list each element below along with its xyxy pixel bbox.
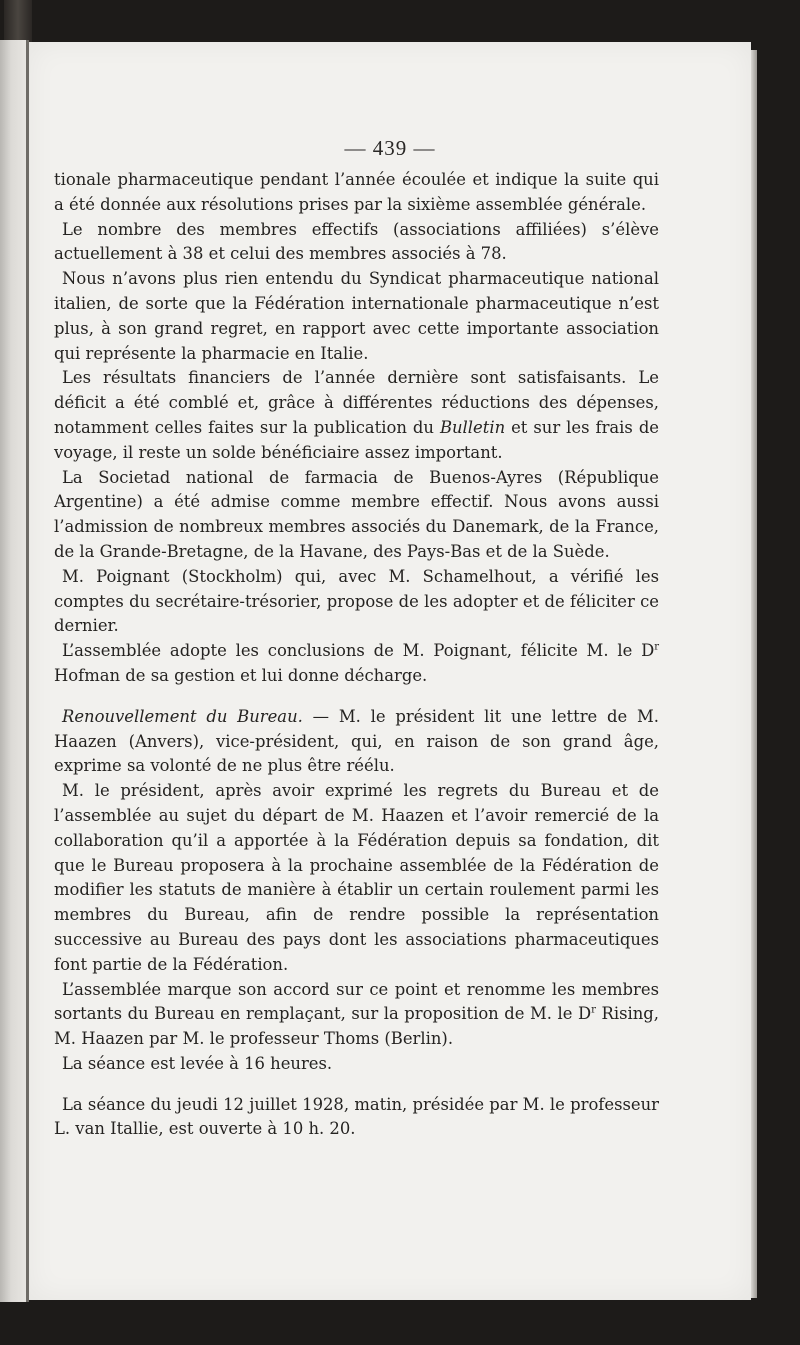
paragraph-assembly-agreement: [54, 978, 659, 1052]
paragraph-italian-syndicate: Nous n’avons plus rien entendu du Syndicat pharmaceutique national italien, de sorte que la Fédération internationale pharmaceutique n’est plus, à son grand regret, en rapport avec cette importante association qui représente la pharmacie en Italie.: [54, 269, 659, 363]
paragraph-assembly-adopts: [54, 639, 659, 689]
adopts-text-start: L’assemblée adopte les conclusions de M. Poignant, félicite M. le D: [62, 641, 655, 661]
bureau-renewal-text: — M. le président lit une lettre de M. Haazen (Anvers), vice-président, qui, en raison de son grand âge, exprime sa volonté de ne plus être réélu.: [54, 706, 660, 776]
adopts-text-end: Hofman de sa gestion et lui donne décharge.: [54, 665, 428, 685]
financial-text-start: Les résultats financiers de l’année dernière sont satisfaisants. Le déficit a été comblé et, grâce à différentes réductions des dépenses, notamment celles faites sur la publication du: [54, 368, 659, 437]
paragraph-members-count: Le nombre des membres effectifs (associations affiliées) s’élève actuellement à 38 et celui des membres associés à 78.: [54, 219, 659, 264]
doctor-superscript: r: [591, 1004, 596, 1016]
previous-page-edge: [0, 40, 28, 1302]
book-page: [29, 42, 751, 1300]
agreement-text-start: L’assemblée marque son accord sur ce point et renomme les membres sortants du Bureau en remplaçant, sur la proposition de M. le D: [54, 979, 659, 1024]
paragraph-next-session: La séance du jeudi 12 juillet 1928, matin, présidée par M. le professeur L. van Itallie, est ouverte à 10 h. 20.: [54, 1094, 659, 1139]
page-number: — 439 —: [344, 136, 436, 160]
bulletin-title: Bulletin: [439, 417, 506, 437]
paragraph-session-closed: La séance est levée à 16 heures.: [62, 1053, 333, 1073]
paragraph-financial-results: [54, 366, 659, 465]
financial-text-end: et sur les frais de voyage, il reste un solde bénéficiaire assez important.: [54, 417, 660, 462]
page-body: [54, 168, 659, 1142]
paragraph-new-members: La Societad national de farmacia de Buenos-Ayres (République Argentine) a été admise comme membre effectif. Nous avons aussi l’admission de nombreux membres associés du Danemark, de la France, de la Grande-Bretagne, de la Havane, des Pays-Bas et de la Suède.: [54, 467, 659, 561]
doctor-superscript: r: [654, 641, 659, 653]
paragraph-president-proposal: M. le président, après avoir exprimé les regrets du Bureau et de l’assemblée au sujet du départ de M. Haazen et l’avoir remercié de la collaboration qu’il a apportée à la Fédération depuis sa fondation, dit que le Bureau proposera à la prochaine assemblée de la Fédération de modifier les statuts de manière à établir un certain roulement parmi les membres du Bureau, afin de rendre possible la représentation successive au Bureau des pays dont les associations pharmaceutiques font partie de la Fédération.: [54, 781, 659, 974]
page-stack-edge: [751, 50, 757, 1298]
section-heading-bureau-renewal: Renouvellement du Bureau.: [62, 706, 303, 726]
agreement-text-end: Rising, M. Haazen par M. le professeur Thoms (Berlin).: [54, 1004, 659, 1049]
paragraph-continuation: tionale pharmaceutique pendant l’année écoulée et indique la suite qui a été donnée aux résolutions prises par la sixième assemblée générale.: [54, 170, 659, 214]
paragraph-bureau-renewal: [54, 705, 659, 779]
paragraph-accounts-verification: M. Poignant (Stockholm) qui, avec M. Schamelhout, a vérifié les comptes du secrétaire-trésorier, propose de les adopter et de féliciter ce dernier.: [54, 566, 659, 636]
